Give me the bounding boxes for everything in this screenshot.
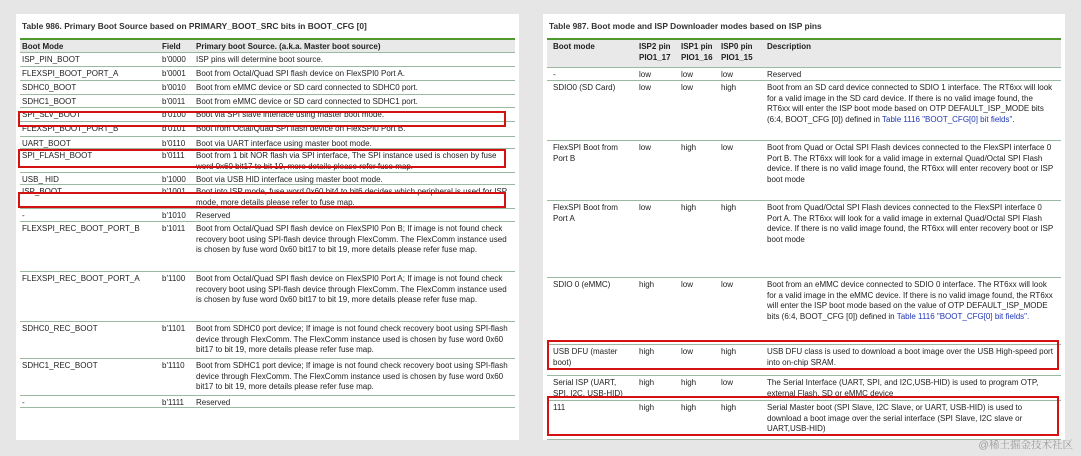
table-row: [547, 376, 1061, 401]
field-cell: b'0001: [162, 69, 186, 78]
boot-mode-cell: USB_ HID: [22, 175, 59, 184]
table-986-header-cell: Boot Mode: [22, 42, 64, 51]
isp-pin-cell: low: [639, 203, 652, 212]
table-row: [20, 173, 515, 185]
watermark: @稀土掘金技术社区: [978, 439, 1073, 451]
table-987: [547, 38, 1061, 440]
boot-source-cell: Reserved: [196, 398, 231, 407]
boot-source-cell: Boot via USB HID interface using master boot mode.: [196, 175, 383, 184]
description-cell: [767, 378, 1057, 399]
description-text: Boot from an SD card device connected to SDIO 1 interface. The RT6xx will look for a valid image in the SD card device. If there is no valid image found, the RT6xx will enter the ISP boot mode based on OTP DEFAULT_ISP_MODE bits (6:4, BOOT_CFG [0]) defined in: [767, 83, 1053, 124]
boot-source-cell: Boot from Octal/Quad SPI flash device on FlexSPI0 Port B.: [196, 124, 406, 133]
isp-pin-cell: high: [681, 378, 697, 387]
isp-pin-cell: low: [639, 143, 652, 152]
description-cell: [767, 70, 1057, 81]
field-cell: b'1100: [162, 274, 186, 283]
field-cell: b'1101: [162, 324, 186, 333]
table-row: [20, 396, 515, 408]
boot-source-cell: Boot from 1 bit NOR flash via SPI interface, The SPI instance used is chosen by fuse word 0x60 bit17 to bit 19, more details please refer fuse map.: [196, 151, 497, 171]
boot-source-cell: Boot from eMMC device or SD card connected to SDHC1 port.: [196, 97, 418, 106]
isp-pin-cell: low: [681, 70, 694, 79]
boot-mode-cell: UART_BOOT: [22, 139, 71, 148]
description-text: The Serial Interface (UART, SPI, and I2C,USB-HID) is used to program OTP, external Flash, SD or eMMC device: [767, 378, 1039, 398]
table-986-header-row: [20, 40, 515, 53]
isp-pin-cell: high: [721, 347, 737, 356]
isp-pin-cell: high: [721, 403, 737, 412]
field-cell: b'1111: [162, 398, 184, 407]
table-987-header-cell: Boot mode: [553, 42, 595, 51]
table-row: [20, 81, 515, 95]
description-cell: [767, 203, 1057, 245]
boot-mode-cell: SDHC0_BOOT: [22, 83, 77, 92]
table-row: [547, 141, 1061, 201]
field-cell: b'0111: [162, 151, 185, 160]
table-987-header-cell: Description: [767, 42, 812, 51]
table-row: [547, 278, 1061, 345]
boot-mode-cell: SPI_SLV_BOOT: [22, 110, 81, 119]
table-row: [547, 401, 1061, 440]
description-cell: [767, 403, 1057, 435]
description-text: USB DFU class is used to download a boot image over the USB High-speed port into on-chip SRAM.: [767, 347, 1053, 367]
isp-pin-cell: high: [639, 378, 655, 387]
boot-mode-cell: FLEXSPI_BOOT_PORT_A: [22, 69, 119, 78]
field-cell: b'1010: [162, 211, 186, 220]
table-986-panel: [16, 14, 519, 440]
isp-pin-cell: low: [639, 83, 652, 92]
isp-pin-cell: high: [681, 203, 697, 212]
field-cell: b'1011: [162, 224, 186, 233]
table-row: [20, 95, 515, 108]
table-row: [20, 137, 515, 149]
isp-pin-cell: high: [721, 203, 737, 212]
table-link: Table 1116 "BOOT_CFG[0] bit fields".: [896, 311, 1030, 321]
field-cell: b'1001: [162, 187, 186, 196]
isp-pin-cell: low: [721, 378, 734, 387]
isp-pin-cell: low: [681, 83, 694, 92]
isp-pin-cell: high: [681, 403, 697, 412]
table-987-panel: [543, 14, 1065, 440]
table-row: [20, 222, 515, 272]
isp-pin-cell: low: [721, 280, 734, 289]
description-cell: [767, 143, 1057, 185]
field-cell: b'0010: [162, 83, 186, 92]
field-cell: b'0000: [162, 55, 186, 64]
table-row: [20, 359, 515, 396]
isp-pin-cell: high: [639, 403, 655, 412]
boot-mode-cell: FlexSPI Boot from Port B: [553, 143, 618, 163]
boot-mode-cell: SDIO0 (SD Card): [553, 83, 616, 92]
boot-source-cell: Boot from SDHC1 port device; If image is not found check recovery boot using SPI-flash device through FlexComm. The FlexComm instance used is chosen by fuse word 0x60 bit17 to bit 19, more details please refer fuse map.: [196, 361, 508, 391]
boot-mode-cell: -: [553, 70, 556, 79]
boot-source-cell: Boot from Octal/Quad SPI flash device on FlexSPI0 Port A; If image is not found check recovery boot using SPI-flash device through FlexComm. The FlexComm instance used is chosen by fuse word 0x60 bit17 to bit 19, more details please refer fuse map.: [196, 274, 507, 304]
boot-mode-cell: USB DFU (master boot): [553, 347, 618, 367]
isp-pin-cell: low: [681, 347, 694, 356]
field-cell: b'1110: [162, 361, 185, 370]
table-row: [547, 345, 1061, 376]
table-986-title: Table 986. Primary Boot Source based on PRIMARY_BOOT_SRC bits in BOOT_CFG [0]: [22, 21, 367, 31]
boot-source-cell: Boot into ISP mode, fuse word 0x60 bit4 to bit6 decides which peripheral is used for ISP mode, more details please refer to fuse map.: [196, 187, 507, 207]
isp-pin-cell: high: [721, 83, 737, 92]
field-cell: b'0101: [162, 124, 186, 133]
isp-pin-cell: high: [639, 347, 655, 356]
boot-mode-cell: Serial ISP (UART, SPI, I2C, USB-HID): [553, 378, 623, 398]
boot-mode-cell: -: [22, 398, 25, 407]
table-row: [20, 122, 515, 137]
boot-mode-cell: FLEXSPI_REC_BOOT_PORT_A: [22, 274, 140, 283]
description-cell: [767, 83, 1057, 125]
description-text: Boot from Quad or Octal SPI Flash devices connected to the FlexSPI interface 0 Port B. The RT6xx will look for a valid image in external Quad/Octal SPI Flash device. If there is no valid image found, the RT6xx will enter recovery boot or ISP boot mode: [767, 143, 1054, 184]
table-link: Table 1116 "BOOT_CFG[0] bit fields".: [882, 114, 1015, 124]
table-row: [20, 209, 515, 222]
boot-mode-cell: SDHC1_REC_BOOT: [22, 361, 98, 370]
description-cell: [767, 347, 1057, 368]
table-987-header-cell: ISP0 pin PIO1_15: [721, 42, 753, 62]
isp-pin-cell: low: [681, 280, 694, 289]
table-row: [20, 185, 515, 209]
boot-mode-cell: FLEXSPI_BOOT_PORT_B: [22, 124, 119, 133]
table-row: [20, 272, 515, 322]
table-row: [547, 201, 1061, 278]
boot-mode-cell: 111: [553, 403, 566, 412]
boot-source-cell: ISP pins will determine boot source.: [196, 55, 324, 64]
table-987-title: Table 987. Boot mode and ISP Downloader modes based on ISP pins: [549, 21, 822, 31]
boot-source-cell: Boot from Octal/Quad SPI flash device on FlexSPI0 Pon B; If image is not found check recovery boot using SPI-flash device through FlexComm. The FlexComm instance used is chosen by fuse word 0x60 bit17 to bit 19, more details please refer fuse map.: [196, 224, 507, 254]
table-row: [547, 81, 1061, 141]
table-row: [20, 67, 515, 81]
boot-mode-cell: SPI_FLASH_BOOT: [22, 151, 93, 160]
boot-mode-cell: SDIO 0 (eMMC): [553, 280, 611, 289]
table-987-header-cell: ISP2 pin PIO1_17: [639, 42, 671, 62]
isp-pin-cell: low: [639, 70, 652, 79]
field-cell: b'1000: [162, 175, 186, 184]
description-text: Boot from an eMMC device connected to SDIO 0 interface. The RT6xx will look for a valid image in the eMMC device. If there is no valid image found, the RT6xx will enter the ISP boot mode based on the value of OTP DEFAULT_ISP_MODE bits (6:4, BOOT_CFG [0]) defined in: [767, 280, 1053, 321]
boot-mode-cell: SDHC1_BOOT: [22, 97, 77, 106]
boot-mode-cell: ISP_PIN_BOOT: [22, 55, 80, 64]
table-986: [20, 38, 515, 438]
boot-source-cell: Boot via SPI slave interface using master boot mode.: [196, 110, 385, 119]
boot-mode-cell: FLEXSPI_REC_BOOT_PORT_B: [22, 224, 140, 233]
boot-source-cell: Boot from eMMC device or SD card connected to SDHC0 port.: [196, 83, 418, 92]
field-cell: b'0011: [162, 97, 186, 106]
description-text: Serial Master boot (SPI Slave, I2C Slave, or UART, USB-HID) is used to download a boot image over the serial interface (SPI Slave, I2C slave or UART,USB-HID): [767, 403, 1023, 433]
table-987-header-row: [547, 40, 1061, 68]
boot-source-cell: Boot from SDHC0 port device; If image is not found check recovery boot using SPI-flash device through FlexComm. The FlexComm instance used is chosen by fuse word 0x60 bit17 to bit 19, more details please refer fuse map.: [196, 324, 508, 354]
boot-mode-cell: FlexSPI Boot from Port A: [553, 203, 618, 223]
table-row: [20, 108, 515, 122]
table-row: [547, 68, 1061, 81]
table-row: [20, 322, 515, 359]
isp-pin-cell: high: [681, 143, 697, 152]
field-cell: b'0100: [162, 110, 186, 119]
description-text: Reserved: [767, 70, 802, 79]
boot-source-cell: Reserved: [196, 211, 231, 220]
boot-source-cell: Boot via UART interface using master boot mode.: [196, 139, 372, 148]
boot-source-cell: Boot from Octal/Quad SPI flash device on FlexSPI0 Port A.: [196, 69, 405, 78]
boot-mode-cell: ISP_BOOT: [22, 187, 63, 196]
description-text: Boot from Quad/Octal SPI Flash devices connected to the FlexSPI interface 0 Port A. The RT6xx will look for a valid image in external Quad/Octal SPI Flash device. If there is no valid image found, the RT6xx will enter recovery boot or ISP boot mode: [767, 203, 1054, 244]
table-row: [20, 53, 515, 67]
table-987-header-cell: ISP1 pin PIO1_16: [681, 42, 713, 62]
table-986-header-cell: Field: [162, 42, 181, 51]
description-cell: [767, 280, 1057, 322]
isp-pin-cell: low: [721, 70, 734, 79]
isp-pin-cell: low: [721, 143, 734, 152]
isp-pin-cell: high: [639, 280, 655, 289]
table-986-header-cell: Primary boot Source. (a.k.a. Master boot source): [196, 42, 381, 51]
boot-mode-cell: -: [22, 211, 25, 220]
field-cell: b'0110: [162, 139, 186, 148]
table-row: [20, 149, 515, 173]
boot-mode-cell: SDHC0_REC_BOOT: [22, 324, 98, 333]
